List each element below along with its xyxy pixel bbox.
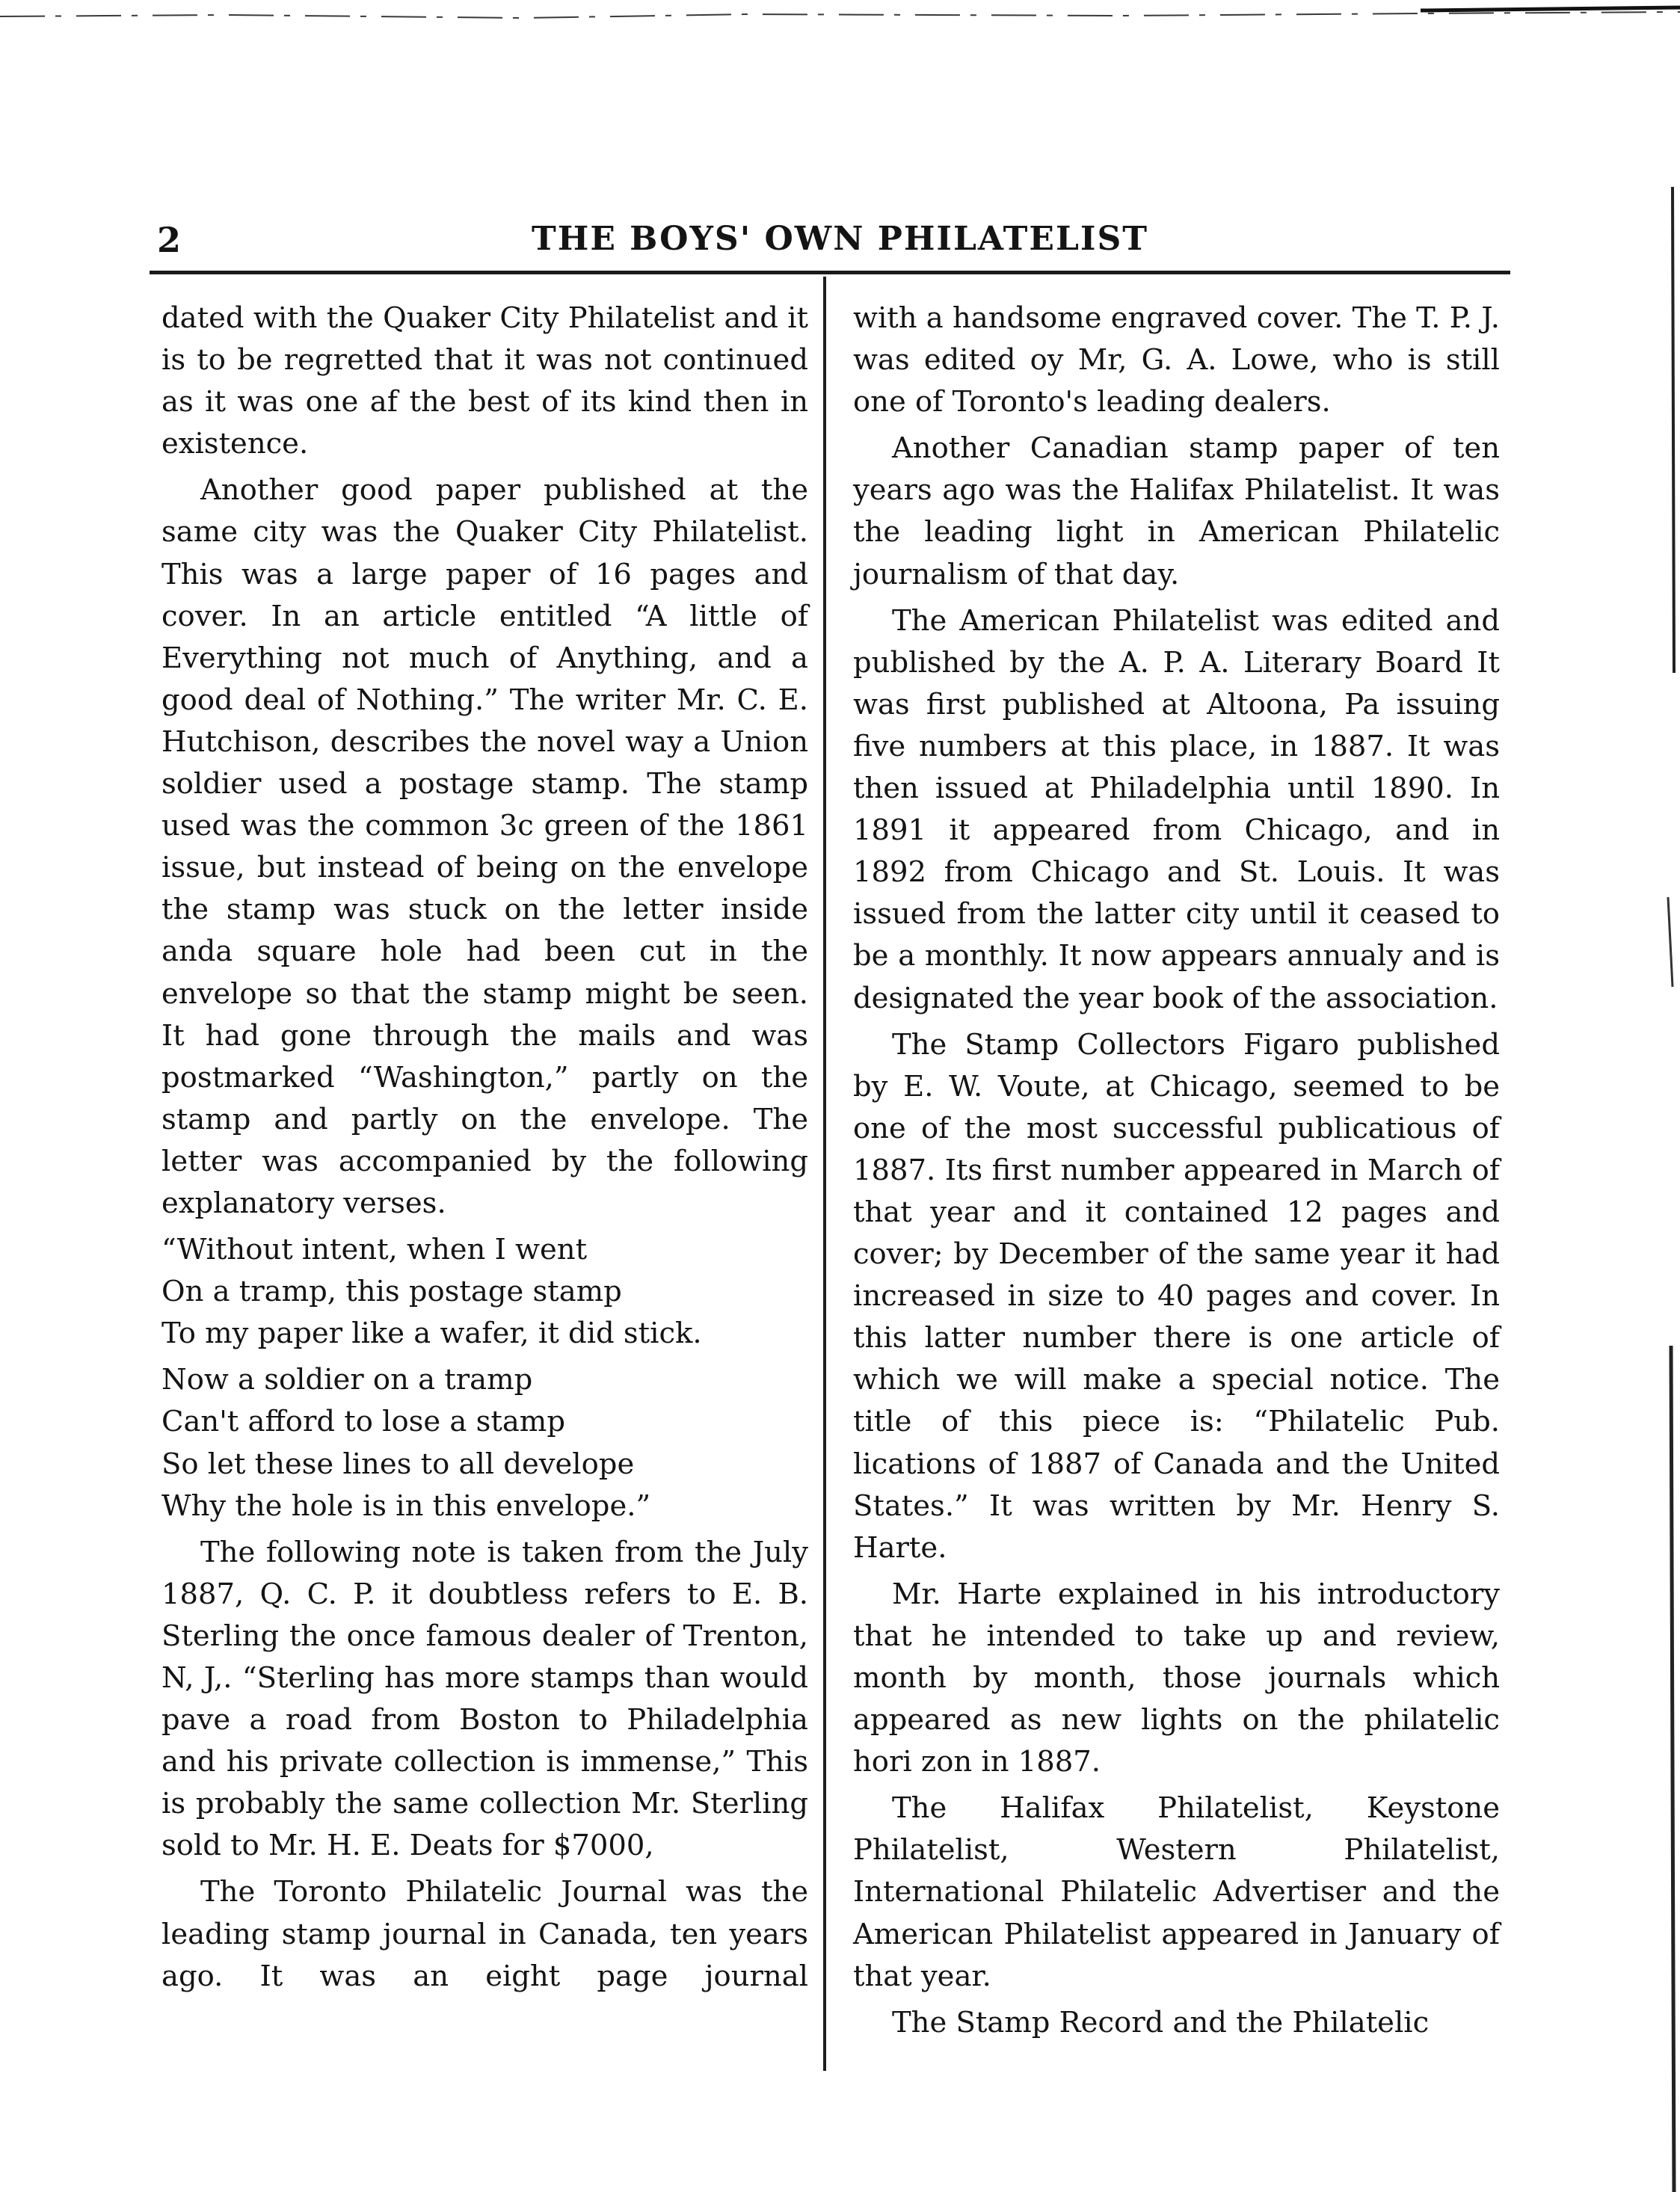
verse-line: To my paper like a wafer, it did stick. — [161, 1317, 702, 1351]
paragraph: Another Canadian stamp paper of ten years ago was the Halifax Philatelist. It was the leading light in American Philatelic journalism of that day. — [853, 431, 1500, 591]
verse-line: Now a soldier on a tramp — [161, 1363, 533, 1397]
running-title: THE BOYS' OWN PHILATELIST — [532, 220, 1148, 258]
verse-line: So let these lines to all develope — [161, 1447, 635, 1481]
verse-stanza-2 — [161, 1359, 808, 1527]
paragraph: Another good paper published at the same city was the Quaker City Philatelist. This was a large paper of 16 pages and cover. In an article entitled “A little of Everything not much of Anything, and a good deal of Nothing.” The writer Mr. C. E. Hutchison, describes the novel way a Union soldier used a postage stamp. The stamp used was the common 3c green of the 1861 issue, but instead of being on the envelope the stamp was stuck on the letter inside anda square hole had been cut in the envelope so that the stamp might be seen. It had gone through the mails and was postmarked “Washington,” partly on the stamp and partly on the envelope. The letter was accompanied by the following explanatory verses. — [161, 473, 808, 1220]
verse-line: On a tramp, this postage stamp — [161, 1275, 622, 1309]
paragraph: The Toronto Philatelic Journal was the leading stamp journal in Canada, ten years ago. It was an eight page journal — [161, 1875, 808, 1993]
verse-line: “Without intent, when I went — [161, 1233, 588, 1267]
right-column — [853, 298, 1500, 2044]
paragraph: Mr. Harte explained in his introductory that he intended to take up and review, month by month, those journals which appeared as new lights on the philatelic hori zon in 1887. — [853, 1577, 1500, 1779]
paragraph: with a handsome engraved cover. The T. P. J. was edited oy Mr, G. A. Lowe, who is still one of Toronto's leading dealers. — [853, 301, 1500, 419]
page-number: 2 — [157, 220, 182, 260]
left-column — [161, 298, 808, 1998]
paragraph: The Stamp Collectors Figaro published by E. W. Voute, at Chicago, seemed to be one of the most successful publicatious of 1887. Its first number appeared in March of that year and it contained 12 pages and cover; by December of the same year it had increased in size to 40 pages and cover. In this latter number there is one article of which we will make a special notice. The title of this piece is: “Philatelic Pub. lications of 1887 of Canada and the United States.” It was written by Mr. Henry S. Harte. — [853, 1027, 1500, 1565]
paragraph: dated with the Quaker City Philatelist and it is to be regretted that it was not continued as it was one af the best of its kind then in existence. — [161, 301, 808, 461]
header-rule — [150, 271, 1510, 274]
paragraph: The following note is taken from the July 1887, Q. C. P. it doubtless refers to E. B. Sterling the once famous dealer of Trenton, N, J,. “Sterling has more stamps than would pave a road from Boston to Philadelphia and his private collection is immense,” This is probably the same collection Mr. Sterling sold to Mr. H. E. Deats for $7000, — [161, 1535, 808, 1863]
paragraph: The American Philatelist was edited and published by the A. P. A. Literary Board It was first published at Altoona, Pa issuing five numbers at this place, in 1887. It was then issued at Philadelphia until 1890. In 1891 it appeared from Chicago, and in 1892 from Chicago and St. Louis. It was issued from the latter city until it ceased to be a monthly. It now appears annualy and is designated the year book of the association. — [853, 603, 1500, 1015]
paragraph: The Halifax Philatelist, Keystone Philatelist, Western Philatelist, International Philatelic Advertiser and the American Philatelist appeared in January of that year. — [853, 1791, 1500, 1993]
page-edge-marks — [1635, 0, 1680, 2192]
paragraph: The Stamp Record and the Philatelic — [892, 2005, 1430, 2039]
scan-edge-marks — [0, 0, 1680, 30]
verse-line: Can't afford to lose a stamp — [161, 1405, 565, 1439]
column-divider — [823, 277, 826, 2071]
verse-line: Why the hole is in this envelope.” — [161, 1488, 651, 1523]
verse-stanza-1 — [161, 1229, 808, 1355]
